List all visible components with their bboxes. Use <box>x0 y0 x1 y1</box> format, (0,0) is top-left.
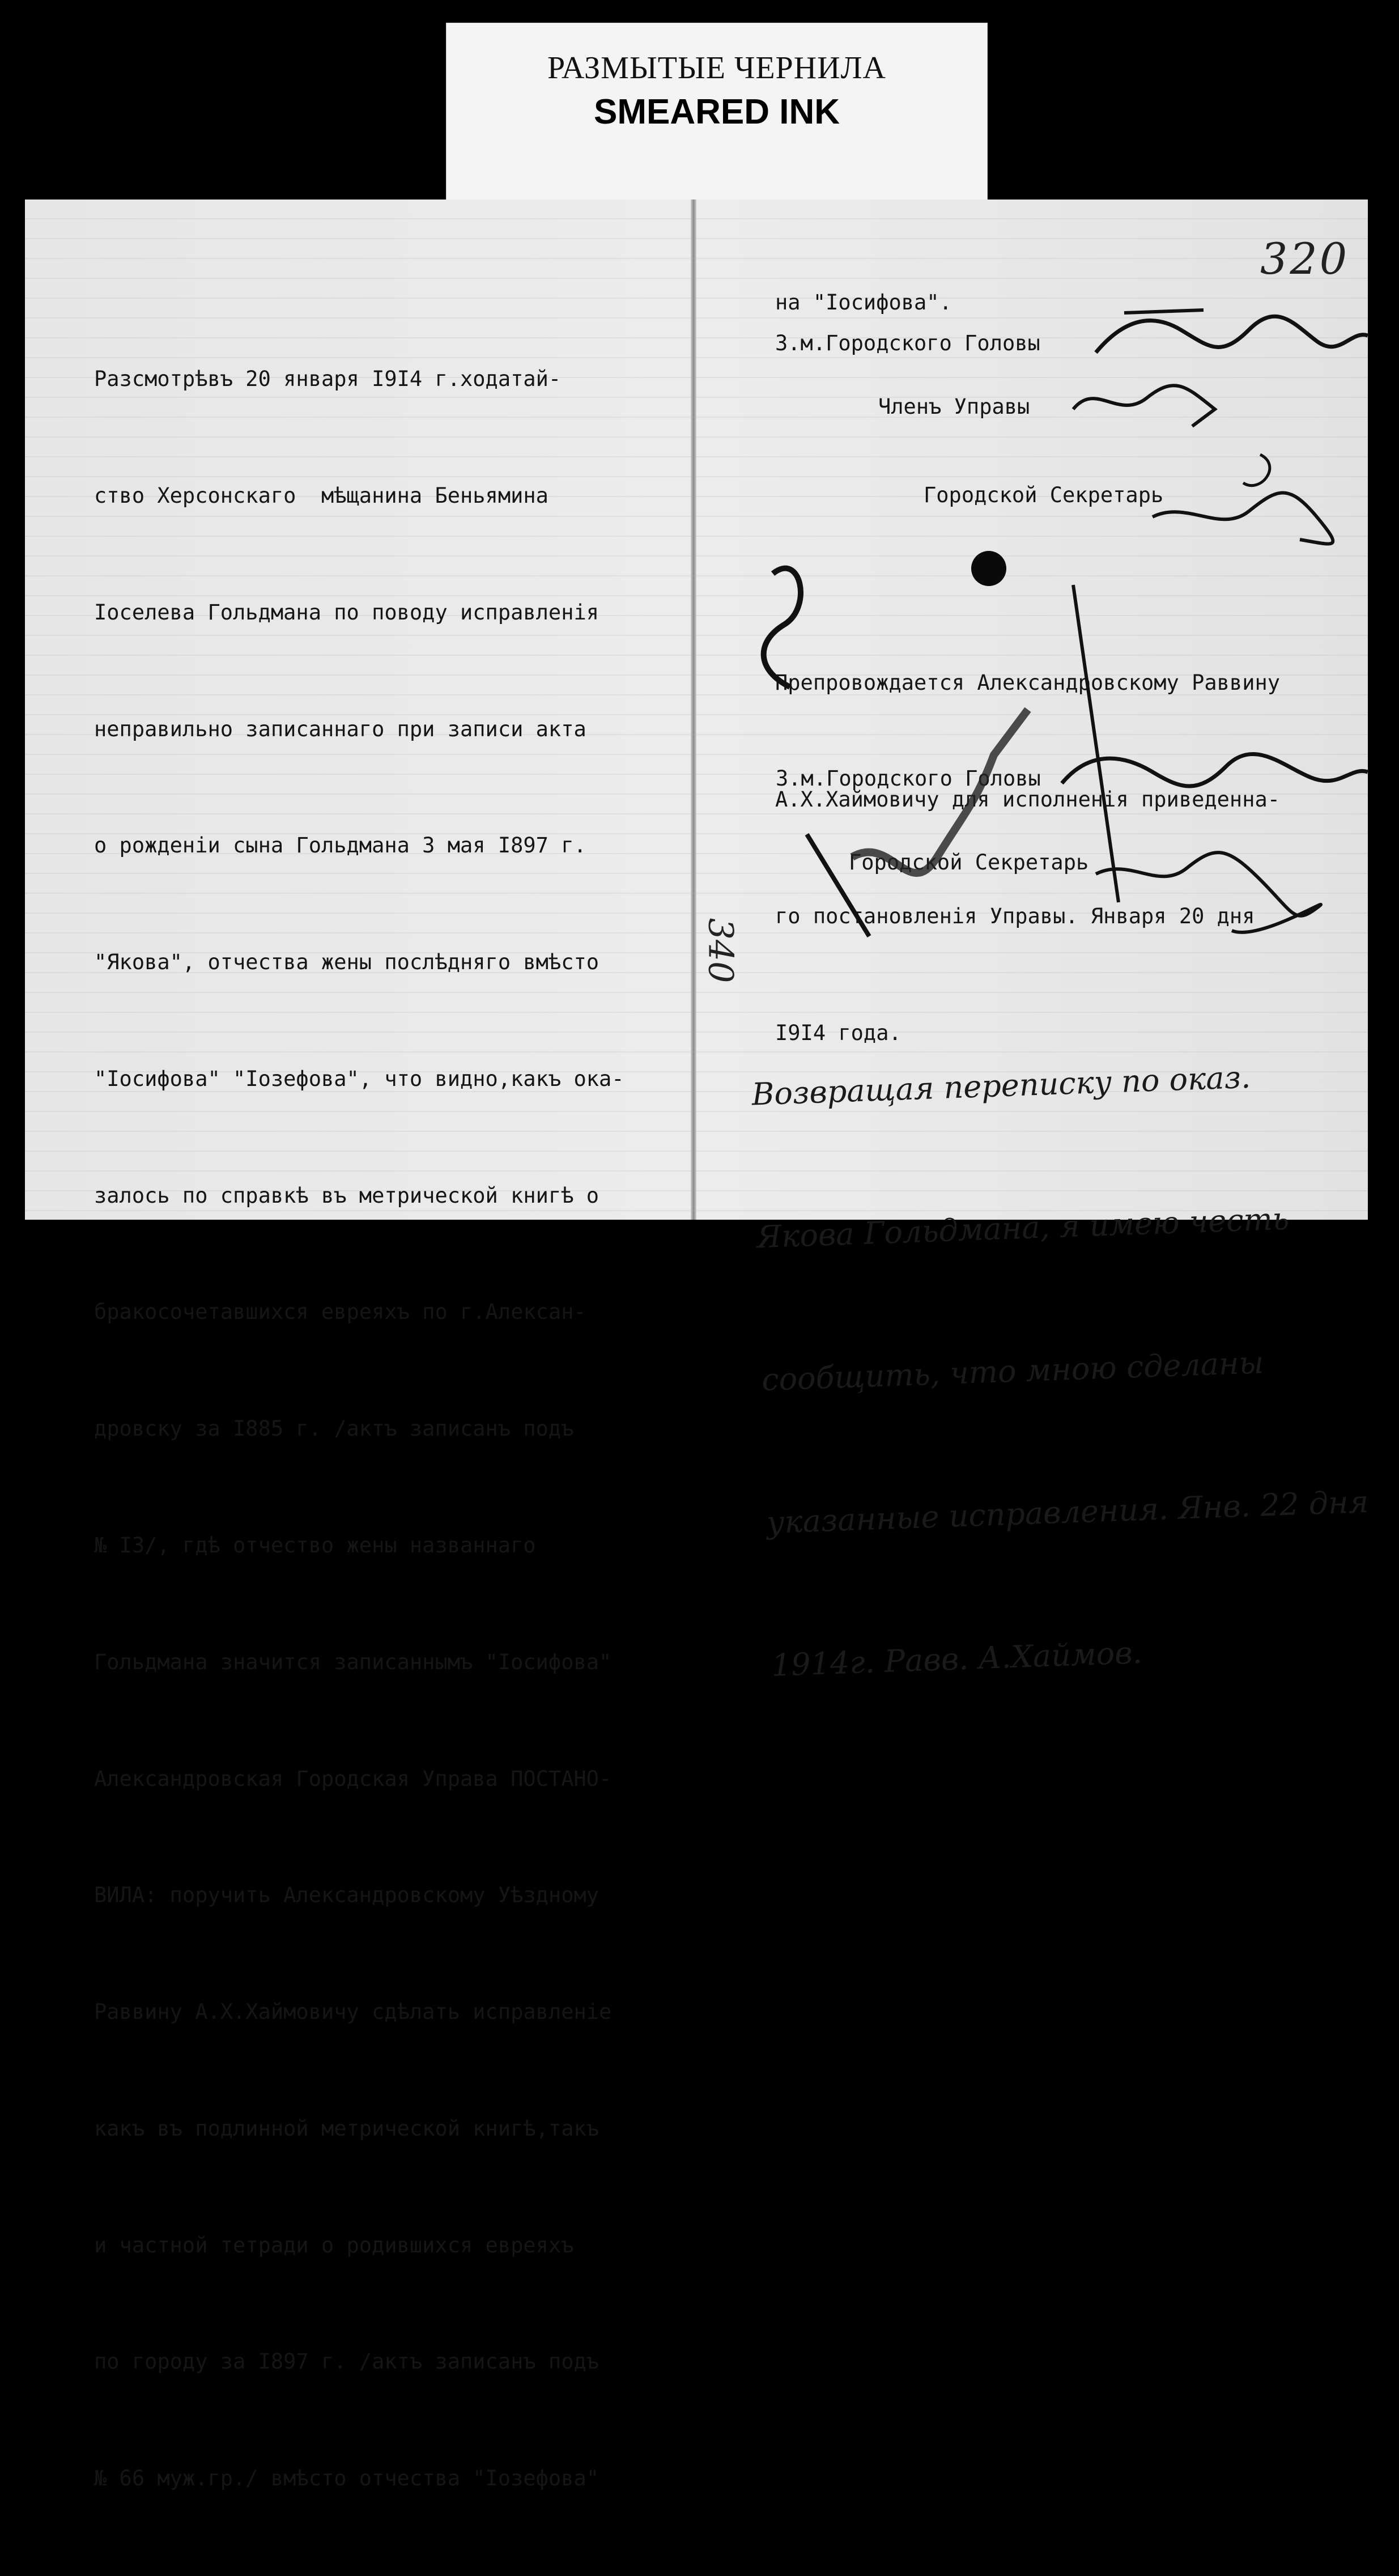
text-line: "Якова", отчества жены послѣдняго вмѣсто <box>94 950 599 975</box>
text-line: го постановленія Управы. Января 20 дня <box>775 903 1255 928</box>
text-line: по городу за I897 г. /актъ записанъ подъ <box>94 2349 599 2374</box>
city-secretary-title-1: Городской Секретарь <box>924 483 1164 507</box>
text-line: и частной тетради о родившихся евреяхъ <box>94 2233 574 2257</box>
text-line: о рожденіи сына Гольдмана 3 мая I897 г. <box>94 833 586 858</box>
text-line: "Іосифова" "Іозефова", что видно,какъ ока- <box>94 1066 624 1091</box>
text-line: бракосочетавшихся евреяхъ по г.Алексан- <box>94 1300 586 1325</box>
text-line: Гольдмана значится записаннымъ "Іосифова" <box>94 1649 612 1674</box>
handwritten-line: указанные исправления. Янв. 22 дня <box>766 1483 1370 1541</box>
text-line: Александровская Городская Управа ПОСТАНО- <box>94 1766 612 1791</box>
text-line: залось по справкѣ въ метрической книгѣ о <box>94 1183 599 1208</box>
archive-label-card <box>446 23 988 203</box>
deputy-mayor-title-2: З.м.Городского Головы <box>776 766 1041 791</box>
left-page-text <box>94 282 624 2576</box>
text-line: какъ въ подлинной метрической книгѣ,такъ <box>94 2116 599 2141</box>
label-english: SMEARED INK <box>593 92 840 131</box>
city-secretary-title-2: Городской Секретарь <box>849 850 1089 875</box>
text-line: № I3/, гдѣ отчество жены названнаго <box>94 1533 536 1558</box>
text-line: Іоселева Гольдмана по поводу исправленія <box>94 600 599 625</box>
handwritten-line: Возвращая переписку по оказ. <box>751 1059 1252 1113</box>
text-line: ВИЛА: поручить Александровскому Уѣздному <box>94 1883 599 1908</box>
text-line: № 66 муж.гр./ вмѣсто отчества "Іозефова" <box>94 2466 599 2491</box>
page-number: 320 <box>1260 234 1350 284</box>
side-number: 340 <box>700 918 741 983</box>
text-line: Разсмотрѣвъ 20 января I9I4 г.ходатай- <box>94 367 562 392</box>
text-line: I9I4 года. <box>775 1020 902 1045</box>
document-sheet <box>25 200 1370 2491</box>
label-russian: РАЗМЫТЫЕ ЧЕРНИЛА <box>547 50 886 86</box>
text-line: дровску за I885 г. /актъ записанъ подъ <box>94 1416 574 1441</box>
text-line: Препровождается Александровскому Раввину <box>775 670 1281 695</box>
text-line: А.Х.Хаймовичу для исполненія приведенна- <box>775 787 1281 812</box>
handwritten-line: Якова Гольдмана, я имею честь <box>756 1200 1290 1255</box>
text-line: неправильно записаннаго при записи акта <box>94 716 586 741</box>
deputy-mayor-title-1: З.м.Городского Головы <box>775 331 1040 355</box>
continuation-text: на "Іосифова". <box>775 290 952 315</box>
signature-deputy-mayor-1 <box>1090 307 1374 370</box>
text-line: Раввину А.Х.Хаймовичу сдѣлать исправленіе <box>94 2000 612 2025</box>
signature-city-secretary-1 <box>1147 449 1351 557</box>
handwritten-line: 1914г. Равв. А.Хаймов. <box>771 1635 1143 1683</box>
text-line: ство Херсонскаго мѣщанина Беньямина <box>94 483 548 508</box>
signature-board-member <box>1068 375 1226 432</box>
handwritten-note <box>747 954 1398 1785</box>
board-member-title: Членъ Управы <box>878 394 1030 419</box>
page-fold <box>691 200 696 1220</box>
smeared-ink-scrawl <box>722 540 1130 970</box>
handwritten-line: сообщить, что мною сделаны <box>761 1344 1265 1398</box>
